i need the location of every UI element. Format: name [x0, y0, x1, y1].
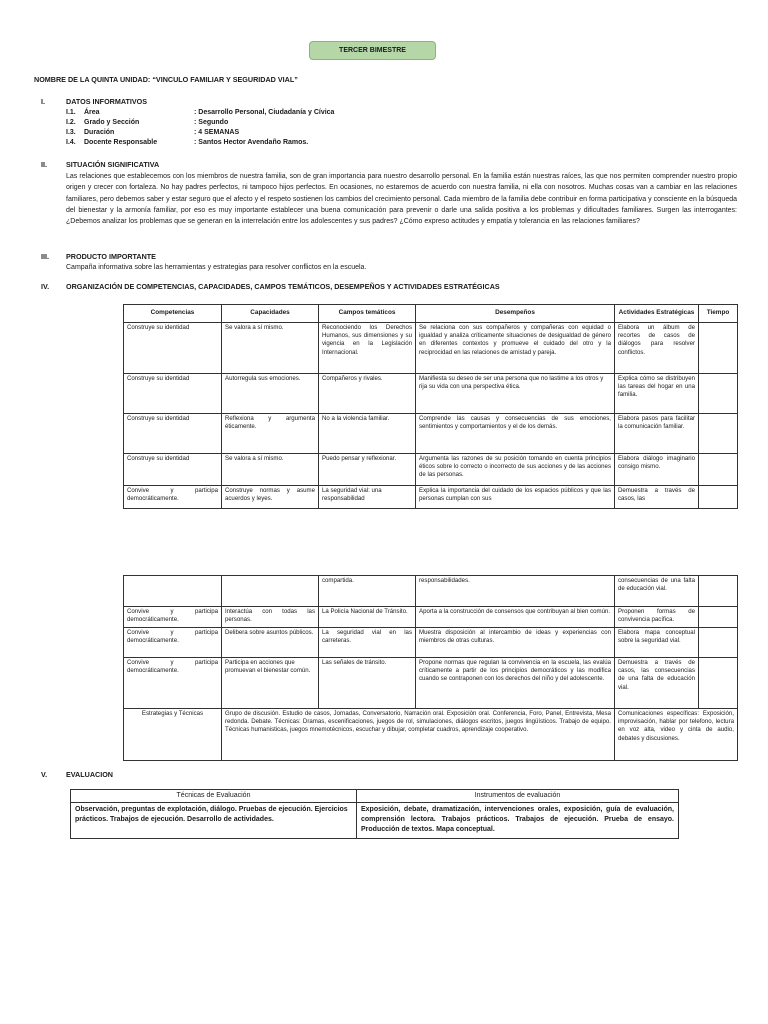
header-tiempo: Tiempo: [699, 305, 738, 323]
cell-actividad: consecuencias de una falta de educación vial.: [615, 576, 699, 607]
table-row: [124, 374, 738, 414]
cell-competencia: Convive y participa democráticamente.: [124, 486, 222, 509]
cell-competencia: Construye su identidad: [124, 414, 222, 454]
evaluation-content-row: [71, 803, 679, 839]
cell-actividad: Elabora mapa conceptual sobre la seguridad vial.: [615, 628, 699, 658]
section-1-number: I.: [41, 97, 45, 106]
cell-desempeno: Muestra disposición al intercambio de ideas y experiencias con miembros de otras culturas.: [416, 628, 615, 658]
datos-row-area: [66, 108, 334, 118]
datos-num: I.1.: [66, 109, 76, 116]
cell-desempeno: Argumenta las razones de su posición tomando en cuenta principios éticos sobre lo correcto o incorrecto de sus acciones y de las acciones de las personas.: [416, 454, 615, 486]
cell-desempeno: Propone normas que regulan la convivencia en la escuela, las evalúa críticamente a partir de los principios democráticos y las modifica cuando se contraponen con los derechos del niño y del adolescente.: [416, 658, 615, 709]
cell-campo: No a la violencia familiar.: [319, 414, 416, 454]
cell-desempeno: responsabilidades.: [416, 576, 615, 607]
datos-key: Área: [84, 109, 100, 116]
table-row: [124, 454, 738, 486]
cell-actividad: Demuestra a través de casos, las consecuencias de una falta de educación vial.: [615, 658, 699, 709]
datos-key: Docente Responsable: [84, 139, 158, 146]
datos-value: : Desarrollo Personal, Ciudadanía y Cívica: [194, 109, 335, 116]
cell-tiempo: [699, 607, 738, 628]
cell-competencia: Construye su identidad: [124, 323, 222, 374]
header-competencias: Competencias: [124, 305, 222, 323]
strategies-label: Estrategias y Técnicas: [124, 709, 222, 761]
table-row: [124, 658, 738, 709]
section-3-number: III.: [41, 252, 49, 261]
cell-capacidad: Construye normas y asume acuerdos y leyes.: [222, 486, 319, 509]
cell-capacidad: Se valora a sí mismo.: [222, 323, 319, 374]
strategies-content: Grupo de discusión. Estudio de casos, Jornadas, Conversatorio, Narración oral. Exposición oral. Conferencia, Foro, Panel, Entrevista, Mesa redonda. Debate. Técnicas: Dramas, escenificaciones, juegos de rol, simulaciones, diálogos escritos, juegos lingüísticos. Trabajo de equipo. Técnicas humanisticas, juegos mnemotécnicos, escuchar y dibujar, completar cuadros, aprendizaje cooperativo.: [222, 709, 615, 761]
evaluation-table: [70, 789, 679, 839]
cell-campo: compartida.: [319, 576, 416, 607]
datos-value: : 4 SEMANAS: [194, 129, 240, 136]
cell-tiempo: [699, 414, 738, 454]
cell-actividad: Proponen formas de convivencia pacífica.: [615, 607, 699, 628]
cell-actividad: Elabora un álbum de recortes de casos de diálogos para resolver conflictos.: [615, 323, 699, 374]
datos-key: Duración: [84, 129, 115, 136]
datos-num: I.4.: [66, 139, 76, 146]
evaluation-instruments: Exposición, debate, dramatización, intervenciones orales, exposición, guía de evaluación, comprensión lectora. Trabajos prácticos. Trabajos de ejecución. Prueba de ensayo. Producción de textos. Mapa conceptual.: [357, 803, 679, 839]
cell-tiempo: [699, 486, 738, 509]
datos-key: Grado y Sección: [84, 119, 140, 126]
cell-competencia: [124, 576, 222, 607]
cell-capacidad: Reflexiona y argumenta éticamente.: [222, 414, 319, 454]
cell-campo: Las señales de tránsito.: [319, 658, 416, 709]
cell-desempeno: Comprende las causas y consecuencias de sus emociones, sentimientos y comportamientos y el de los demás.: [416, 414, 615, 454]
header-campos-tematicos: Campos temáticos: [319, 305, 416, 323]
table-row: [124, 486, 738, 509]
cell-campo: Compañeros y rivales.: [319, 374, 416, 414]
cell-actividad: Explica cómo se distribuyen las tareas del hogar en una familia.: [615, 374, 699, 414]
section-5-number: V.: [41, 770, 48, 779]
table-header-row: [124, 305, 738, 323]
table-row: [124, 628, 738, 658]
cell-capacidad: Se valora a sí mismo.: [222, 454, 319, 486]
cell-campo: La Policía Nacional de Tránsito.: [319, 607, 416, 628]
cell-capacidad: [222, 576, 319, 607]
situacion-paragraph: Las relaciones que establecemos con los miembros de nuestra familia, son de gran importancia para nuestro desarrollo personal. En la familia están nuestras raíces, las que nos permiten comprender nuestro propio origen y crecer con fortaleza. No hay padres perfectos, ni tampoco hijos perfectos. En ocasiones, no estaremos de acuerdo con nuestra familia, ni ella con nosotros. Muchas cosas van a cambiar en las relaciones familiares, pero debemos saber y estar seguro que el afecto y el respeto sostienen los cambios del crecimiento personal. Cada miembro de la familia debe contribuir en forma participativa y consciente en la búsqueda del bienestar y la armonía familiar, por eso es muy importante establecer una buena comunicación para prevenir o darle una salida positiva a los problemas y dificultades familiares. Surgen las interrogantes: ¿Debemos analizar los problemas que se generan en la interrelación entre los adolescentes y sus padres? ¿Cómo expreso actitudes y empatía y tolerancia en las relaciones familiares?: [66, 173, 737, 226]
datos-num: I.2.: [66, 119, 76, 126]
cell-tiempo: [699, 658, 738, 709]
cell-tiempo: [699, 454, 738, 486]
cell-actividad: Demuestra a través de casos, las: [615, 486, 699, 509]
table-row: [124, 414, 738, 454]
table-row: [124, 323, 738, 374]
cell-campo: Reconociendo los Derechos Humanos, sus dimensiones y su vigencia en la Legislación Internacional.: [319, 323, 416, 374]
cell-tiempo: [699, 374, 738, 414]
cell-tiempo: [699, 576, 738, 607]
header-actividades: Actividades Estratégicas: [615, 305, 699, 323]
section-2-title: SITUACIÓN SIGNIFICATIVA: [66, 160, 160, 169]
evaluation-techniques: Observación, preguntas de explotación, diálogo. Pruebas de ejecución. Ejercicios prácticos. Trabajos de ejecución. Desarrollo de actividades.: [71, 803, 357, 839]
cell-competencia: Construye su identidad: [124, 374, 222, 414]
bimestre-banner: TERCER BIMESTRE: [309, 41, 436, 60]
header-instrumentos: Instrumentos de evaluación: [357, 790, 679, 803]
cell-competencia: Convive y participa democráticamente.: [124, 628, 222, 658]
cell-actividad: Elabora diálogo imaginario consigo mismo.: [615, 454, 699, 486]
datos-row-docente: [66, 138, 308, 148]
cell-competencia: Convive y participa democráticamente.: [124, 607, 222, 628]
cell-desempeno: Manifiesta su deseo de ser una persona que no lastime a los otros y rija su vida con una perspectiva ética.: [416, 374, 615, 414]
section-1-title: DATOS INFORMATIVOS: [66, 97, 148, 106]
unit-title: NOMBRE DE LA QUINTA UNIDAD: “VINCULO FAMILIAR Y SEGURIDAD VIAL”: [34, 75, 298, 84]
table-row: [124, 576, 738, 607]
datos-value: : Segundo: [194, 119, 229, 126]
competencies-table-part1: [123, 304, 738, 509]
cell-actividad: Elabora pasos para facilitar la comunicación familiar.: [615, 414, 699, 454]
datos-num: I.3.: [66, 129, 76, 136]
datos-value: : Santos Hector Avendaño Ramos.: [194, 139, 309, 146]
cell-tiempo: [699, 628, 738, 658]
cell-campo: La seguridad vial: una responsabilidad: [319, 486, 416, 509]
cell-capacidad: Participa en acciones que promuevan el bienestar común.: [222, 658, 319, 709]
cell-competencia: Construye su identidad: [124, 454, 222, 486]
cell-desempeno: Aporta a la construcción de consensos que contribuyan al bien común.: [416, 607, 615, 628]
section-5-title: EVALUACION: [66, 770, 113, 779]
datos-row-duracion: [66, 128, 239, 138]
cell-tiempo: [699, 323, 738, 374]
cell-desempeno: Explica la importancia del cuidado de los espacios públicos y que las personas cumplan con sus: [416, 486, 615, 509]
header-desempenos: Desempeños: [416, 305, 615, 323]
cell-desempeno: Se relaciona con sus compañeros y compañeras con equidad o igualdad y analiza críticamente situaciones de desigualdad de género en diferentes contextos y promueve el cuidado del otro y la reciprocidad en las relaciones de amistad y pareja.: [416, 323, 615, 374]
header-tecnicas: Técnicas de Evaluación: [71, 790, 357, 803]
cell-capacidad: Interactúa con todas las personas.: [222, 607, 319, 628]
table-row: [124, 607, 738, 628]
producto-text: Campaña informativa sobre las herramientas y estrategias para resolver conflictos en la escuela.: [66, 264, 367, 271]
section-2-number: II.: [41, 160, 47, 169]
datos-row-grado: [66, 118, 228, 128]
cell-capacidad: Delibera sobre asuntos públicos.: [222, 628, 319, 658]
strategies-row: [124, 709, 738, 761]
header-capacidades: Capacidades: [222, 305, 319, 323]
competencies-table-part2: [123, 575, 738, 761]
section-4-title: ORGANIZACIÓN DE COMPETENCIAS, CAPACIDADES, CAMPOS TEMÁTICOS, DESEMPEÑOS Y ACTIVIDADES ESTRATÉGICAS: [66, 282, 500, 291]
cell-campo: La seguridad vial en las carreteras.: [319, 628, 416, 658]
evaluation-header-row: [71, 790, 679, 803]
strategies-communications: Comunicaciones específicas: Exposición, improvisación, hablar por telefono, lectura en voz alta, video y cinta de audio, debates y discusiones.: [615, 709, 738, 761]
cell-capacidad: Autorregula sus emociones.: [222, 374, 319, 414]
section-4-number: IV.: [41, 282, 50, 291]
section-3-title: PRODUCTO IMPORTANTE: [66, 252, 156, 261]
cell-campo: Puedo pensar y reflexionar.: [319, 454, 416, 486]
cell-competencia: Convive y participa democráticamente.: [124, 658, 222, 709]
